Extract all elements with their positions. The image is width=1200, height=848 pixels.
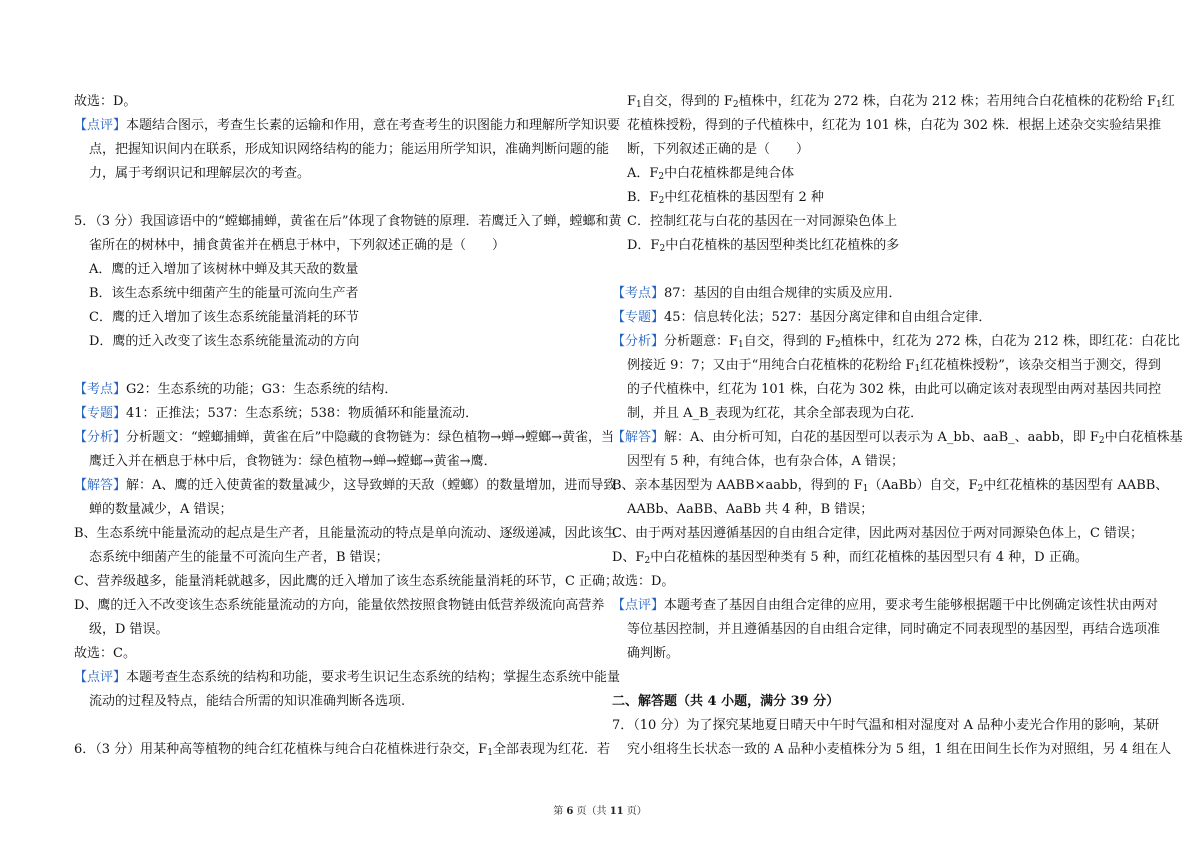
q4-comment-line: 力，属于考纲识记和理解层次的考查。	[89, 166, 311, 181]
subscript: 1	[487, 748, 493, 758]
text: 植株中，红花为 272 株，白花为 212 株；若用纯合白花植株的花粉给 F	[738, 94, 1156, 109]
text: 中红花植株的基因型有 2 种	[664, 190, 824, 205]
text: 植株中，红花为 272 株，白花为 212 株，即红花：白花比	[840, 334, 1180, 349]
q6-comment-line: 确判断。	[627, 646, 680, 661]
q6-comment	[612, 594, 1159, 618]
page-footer	[0, 802, 1200, 817]
q6-stem-line: 断，下列叙述正确的是（ ）	[627, 142, 810, 157]
subscript: 2	[834, 340, 841, 350]
text: 自交，得到的 F	[641, 94, 733, 109]
q5-jieda-line: 蝉的数量减少，A 错误；	[89, 502, 233, 517]
q6-stem-text: 6．（3 分）用某种高等植物的纯合红花植株与纯合白花植株进行杂交，F	[74, 742, 488, 757]
q5-fenxi-line: 鹰迁入并在栖息于林中后，食物链为：绿色植物→蝉→螳螂→黄雀→鹰．	[89, 454, 497, 469]
subscript: 2	[977, 484, 984, 494]
subscript: 2	[658, 196, 665, 206]
text: （AaBb）自交，F	[868, 478, 978, 493]
q5-jieda-b-line: 态系统中细菌产生的能量不可流向生产者，B 错误；	[89, 550, 389, 565]
comment-tag: 【点评】	[612, 598, 665, 613]
q5-answer: 故选：C。	[74, 646, 136, 661]
subscript: 2	[732, 100, 739, 110]
subscript: 2	[659, 244, 666, 254]
jieda-tag: 【解答】	[612, 430, 665, 445]
fenxi-tag: 【分析】	[74, 430, 127, 445]
kaodian-text: G2：生态系统的功能；G3：生态系统的结构．	[126, 382, 398, 397]
comment-tag: 【点评】	[74, 118, 127, 133]
q6-fenxi-line	[612, 354, 1161, 378]
jieda-text: 解：A、鹰的迁入使黄雀的数量减少，这导致蝉的天敌（螳螂）的数量增加，进而导致	[126, 478, 617, 493]
kaodian-tag: 【考点】	[612, 286, 665, 301]
comment-text: 本题考查了基因自由组合定律的应用，要求考生能够根据题干中比例确定该性状由两对	[664, 598, 1159, 613]
text: 中红花植株的基因型有 AABB、	[983, 478, 1169, 493]
subscript: 2	[658, 172, 665, 182]
q4-answer: 故选：D。	[74, 94, 137, 109]
subscript: 1	[862, 484, 869, 494]
q6-comment-line: 等位基因控制，并且遵循基因的自由组合定律，同时确定不同表现型的基因型，再结合选项准	[627, 622, 1161, 637]
text: 分析题意：F	[664, 334, 739, 349]
zhuanti-text: 41：正推法；537：生态系统；538：物质循环和能量流动．	[126, 406, 479, 421]
subscript: 1	[914, 364, 921, 374]
q6-jieda-line: 因型有 5 种，有纯合体，也有杂合体，A 错误；	[627, 454, 905, 469]
q6-stem-line	[612, 90, 1175, 114]
text: B．F	[627, 190, 659, 205]
comment-text: 本题结合图示，考查生长素的运输和作用，意在考查考生的识图能力和理解所学知识要	[126, 118, 621, 133]
text: A．F	[627, 166, 659, 181]
q5-option-c: C．鹰的迁入增加了该生态系统能量消耗的环节	[89, 310, 359, 325]
subscript: 2	[1098, 436, 1105, 446]
text: D、F	[612, 550, 645, 565]
text: 自交，得到的 F	[743, 334, 835, 349]
q6-zhuanti	[612, 306, 1130, 330]
q6-fenxi-line: 的子代植株中，红花为 101 株，白花为 302 株，由此可以确定该对表现型由两对基因共同控	[627, 382, 1162, 397]
q6-answer: 故选：D。	[612, 574, 675, 589]
left-column	[74, 90, 622, 762]
page-total: 11	[609, 806, 624, 817]
q6-jieda-b	[612, 474, 1169, 498]
q6-jieda-d	[612, 546, 1130, 570]
q6-option-c: C．控制红花与白花的基因在一对同源染色体上	[627, 214, 897, 229]
comment-tag: 【点评】	[74, 670, 127, 685]
q6-fenxi-line: 制，并且 A_B_表现为红花，其余全部表现为白花．	[627, 406, 924, 421]
fenxi-tag: 【分析】	[612, 334, 665, 349]
text: D．F	[627, 238, 660, 253]
subscript: 1	[738, 340, 744, 350]
q7-stem: 7．（10 分）为了探究某地夏日晴天中午时气温和相对湿度对 A 品种小麦光合作用的影响，某研	[612, 718, 1160, 733]
q5-jieda-b: B、生态系统中能量流动的起点是生产者，且能量流动的特点是单向流动、逐级递减，因此该生	[74, 526, 617, 541]
text: 中白花植株基	[1104, 430, 1183, 445]
q5-jieda-d: D、鹰的迁入不改变该生态系统能量流动的方向，能量依然按照食物链由低营养级流向高营养	[74, 598, 605, 613]
q5-comment-line: 流动的过程及特点，能结合所需的知识准确判断各选项.	[89, 694, 406, 709]
q5-stem: 5．（3 分）我国谚语中的“螳螂捕蝉，黄雀在后”体现了食物链的原理．若鹰迁入了蝉，螳螂和黄	[74, 214, 622, 229]
q6-fenxi	[612, 330, 1180, 354]
page-number: 6	[566, 806, 574, 817]
zhuanti-text: 45：信息转化法；527：基因分离定律和自由组合定律．	[664, 310, 992, 325]
q7-stem-line: 究小组将生长状态一致的 A 品种小麦植株分为 5 组，1 组在田间生长作为对照组，另 4 组在人	[627, 742, 1172, 757]
q5-stem-line: 雀所在的树林中，捕食黄雀并在栖息于林中，下列叙述正确的是（ ）	[89, 238, 506, 253]
subscript: 1	[636, 100, 642, 110]
q5-option-b: B．该生态系统中细菌产生的能量可流向生产者	[89, 286, 359, 301]
text: 中白花植株的基因型种类比红花植株的多	[665, 238, 900, 253]
text: 解：A、由分析可知，白花的基因型可以表示为 A_bb、aaB_、aabb，即 F	[664, 430, 1099, 445]
q6-option-d	[612, 234, 1130, 258]
q5-jieda	[74, 474, 617, 498]
footer-text: 第	[553, 806, 567, 817]
text: B、亲本基因型为 AABB×aabb，得到的 F	[612, 478, 863, 493]
zhuanti-tag: 【专题】	[612, 310, 665, 325]
subscript: 2	[644, 556, 651, 566]
q6-option-b	[612, 186, 1130, 210]
q6-stem-start	[74, 738, 610, 762]
q4-comment-line: 点，把握知识间内在联系，形成知识网络结构的能力；能运用所学知识，准确判断问题的能	[89, 142, 610, 157]
q4-comment	[74, 114, 621, 138]
q5-option-d: D．鹰的迁入改变了该生态系统能量流动的方向	[89, 334, 360, 349]
text: 中白花植株的基因型种类有 5 种，而红花植株的基因型只有 4 种，D 正确。	[650, 550, 1088, 565]
q6-kaodian	[612, 282, 1130, 306]
q6-jieda-c: C、由于两对基因遵循基因的自由组合定律，因此两对基因位于两对同源染色体上，C 错误；	[612, 526, 1144, 541]
q5-kaodian	[74, 378, 592, 402]
zhuanti-tag: 【专题】	[74, 406, 127, 421]
q6-option-a	[612, 162, 1130, 186]
q5-zhuanti	[74, 402, 592, 426]
subscript: 1	[1155, 100, 1162, 110]
text: 红	[1161, 94, 1175, 109]
text: 例接近 9：7；又由于“用纯合白花植株的花粉给 F	[627, 358, 915, 373]
comment-text: 本题考查生态系统的结构和功能，要求考生识记生态系统的结构；掌握生态系统中能量	[126, 670, 621, 685]
q5-fenxi	[74, 426, 614, 450]
q5-jieda-d-line: 级，D 错误。	[89, 622, 169, 637]
fenxi-text: 分析题文：“螳螂捕蝉，黄雀在后”中隐藏的食物链为：绿色植物→蝉→螳螂→黄雀，当	[126, 430, 614, 445]
q5-option-a: A．鹰的迁入增加了该树林中蝉及其天敌的数量	[89, 262, 359, 277]
q6-stem-line: 花植株授粉，得到的子代植株中，红花为 101 株，白花为 302 株．根据上述杂交实验结果推	[627, 118, 1162, 133]
kaodian-tag: 【考点】	[74, 382, 127, 397]
footer-text: 页（共	[573, 806, 610, 817]
section-heading: 二、解答题（共 4 小题，满分 39 分）	[612, 694, 840, 709]
right-column	[612, 90, 1183, 762]
q6-stem-text: 全部表现为红花．若	[492, 742, 610, 757]
q6-jieda-b-line: AABb、AaBB、AaBb 共 4 种，B 错误；	[627, 502, 874, 517]
q5-comment	[74, 666, 621, 690]
text: 中白花植株都是纯合体	[664, 166, 795, 181]
kaodian-text: 87：基因的自由组合规律的实质及应用．	[664, 286, 902, 301]
q6-jieda	[612, 426, 1183, 450]
text: 红花植株授粉”，该杂交相当于测交，得到	[920, 358, 1161, 373]
text: F	[627, 94, 637, 109]
footer-text: 页）	[623, 806, 647, 817]
q5-jieda-c: C、营养级越多，能量消耗就越多，因此鹰的迁入增加了该生态系统能量消耗的环节，C 正确；	[74, 574, 619, 589]
jieda-tag: 【解答】	[74, 478, 127, 493]
